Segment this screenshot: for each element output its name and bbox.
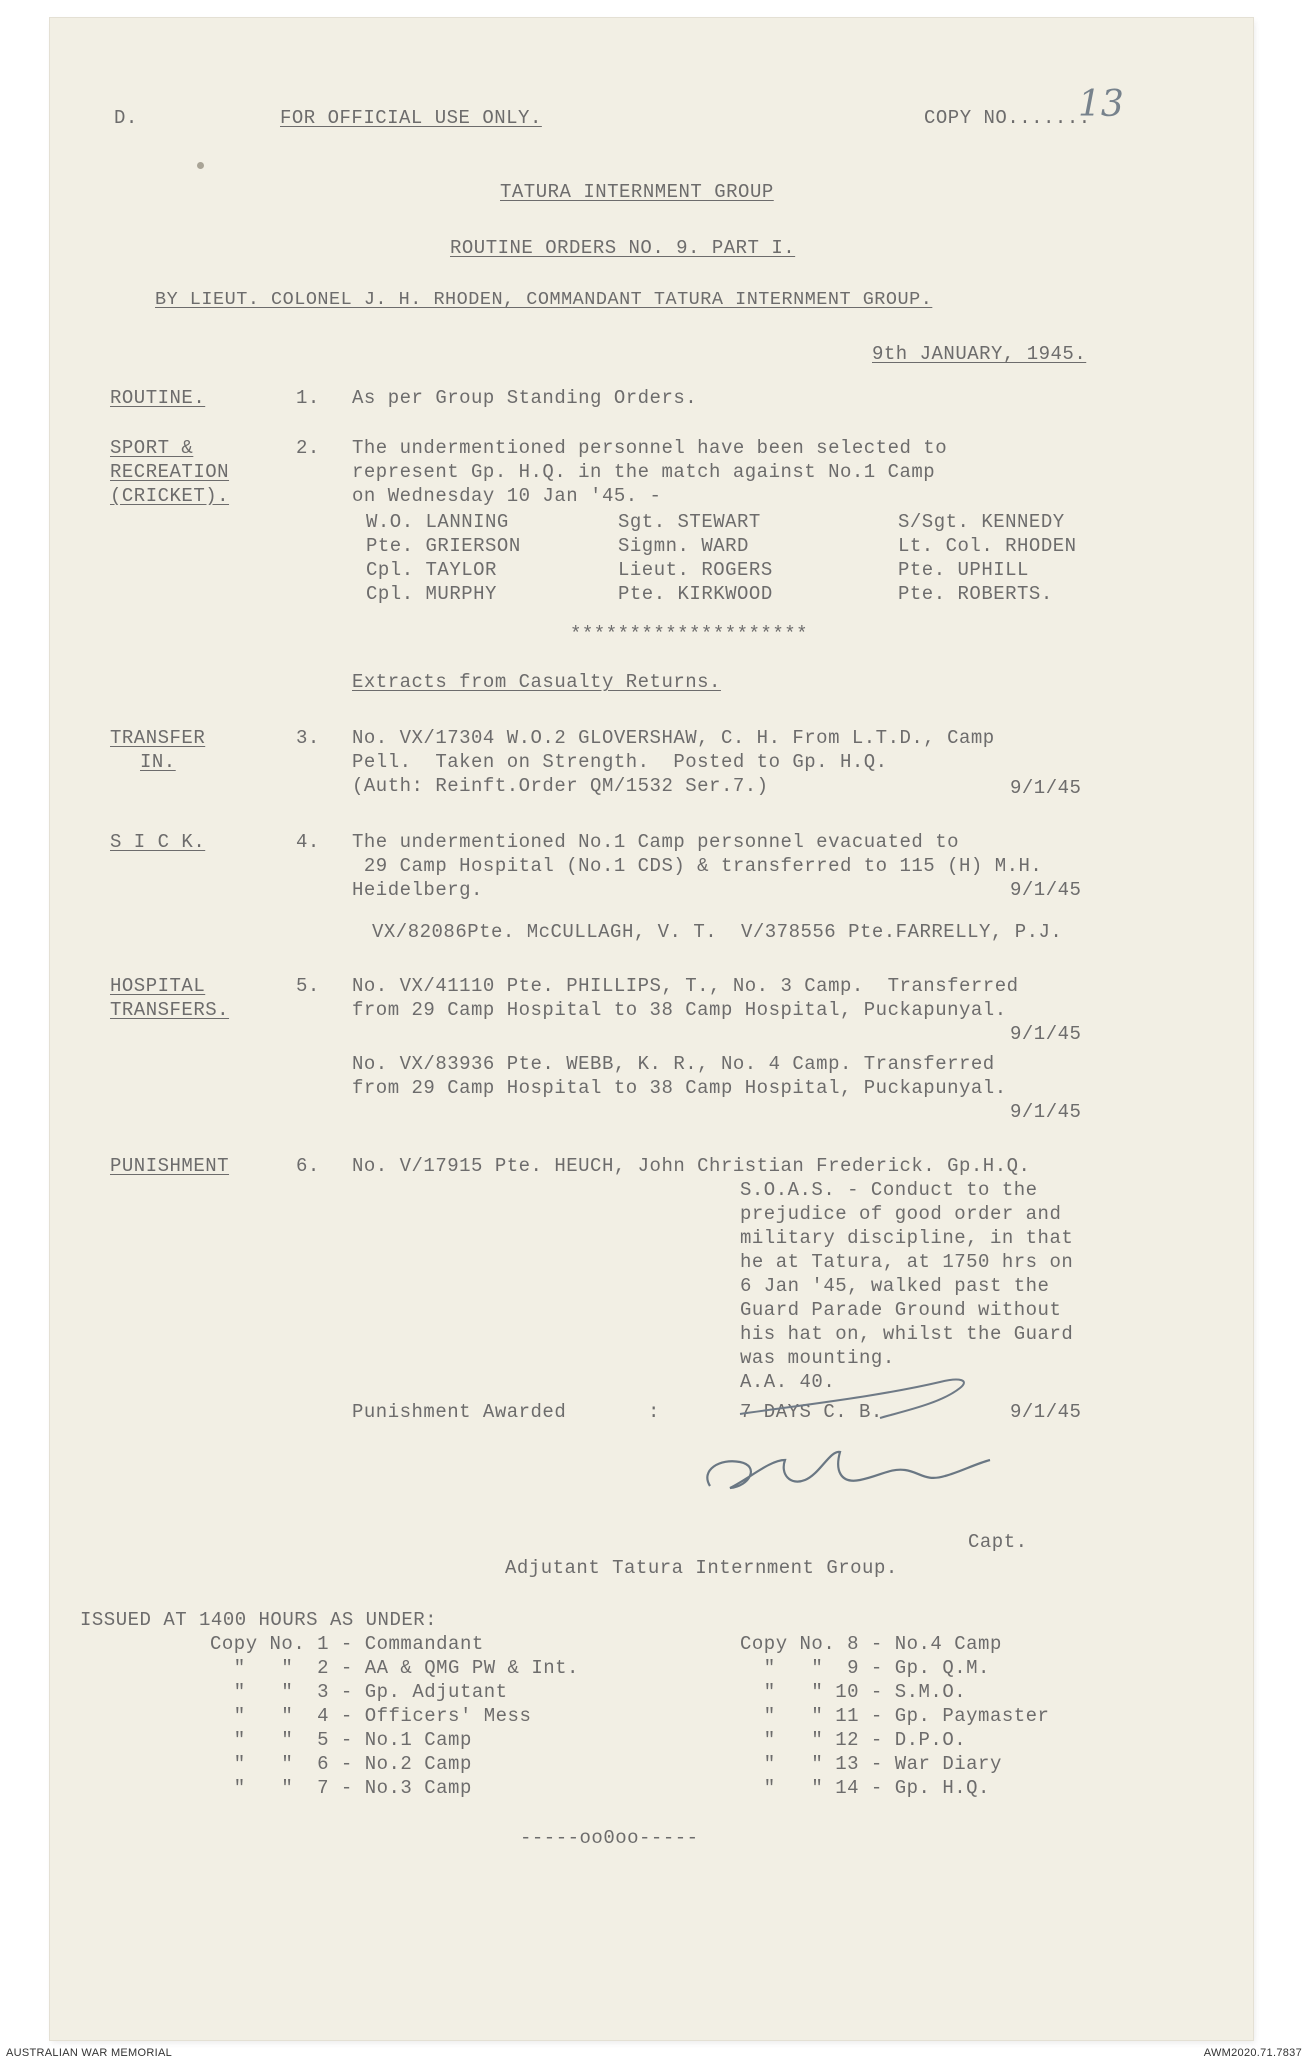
- distribution-entry: " " 6 - No.2 Camp: [210, 1753, 472, 1775]
- charge-line: he at Tatura, at 1750 hrs on: [740, 1251, 1074, 1273]
- charge-line: S.O.A.S. - Conduct to the: [740, 1179, 1038, 1201]
- team-member: Pte. GRIERSON: [366, 535, 521, 557]
- item-number-5: 5.: [296, 975, 320, 997]
- team-member: Pte. ROBERTS.: [898, 583, 1053, 605]
- award-date: 9/1/45: [1010, 1401, 1082, 1423]
- charge-line: 6 Jan '45, walked past the: [740, 1275, 1050, 1297]
- transfer-text: Pell. Taken on Strength. Posted to Gp. H.Q.: [352, 751, 888, 773]
- pen-flourish: [730, 1374, 990, 1424]
- distribution-entry: " " 5 - No.1 Camp: [210, 1729, 472, 1751]
- transfer-heading: IN.: [140, 751, 176, 773]
- sport-heading: RECREATION: [110, 461, 230, 483]
- sick-text: Heidelberg.: [352, 879, 483, 901]
- end-mark: -----oo0oo-----: [520, 1827, 699, 1849]
- routine-text: As per Group Standing Orders.: [352, 387, 698, 409]
- sport-text: on Wednesday 10 Jan '45. -: [352, 485, 662, 507]
- distribution-entry: " " 10 - S.M.O.: [740, 1681, 967, 1703]
- award-label: Punishment Awarded: [352, 1401, 567, 1423]
- item-number-3: 3.: [296, 727, 320, 749]
- team-member: W.O. LANNING: [366, 511, 509, 533]
- charge-line: prejudice of good order and: [740, 1203, 1062, 1225]
- distribution-entry: " " 12 - D.P.O.: [740, 1729, 967, 1751]
- transfer-text: No. VX/17304 W.O.2 GLOVERSHAW, C. H. From L.T.D., Camp: [352, 727, 995, 749]
- document-page: [50, 18, 1253, 2040]
- sport-text: The undermentioned personnel have been selected to: [352, 437, 948, 459]
- hospital-heading: HOSPITAL: [110, 975, 206, 997]
- classification: FOR OFFICIAL USE ONLY.: [280, 107, 542, 129]
- punishment-text: No. V/17915 Pte. HEUCH, John Christian Frederick. Gp.H.Q.: [352, 1155, 1031, 1177]
- extracts-heading: Extracts from Casualty Returns.: [352, 671, 721, 693]
- orders-title: ROUTINE ORDERS NO. 9. PART I.: [450, 237, 796, 259]
- signature-scribble: [690, 1430, 1010, 1510]
- award-colon: :: [648, 1401, 660, 1423]
- team-member: Sgt. STEWART: [618, 511, 761, 533]
- distribution-heading: ISSUED AT 1400 HOURS AS UNDER:: [80, 1609, 438, 1631]
- transfer-heading: TRANSFER: [110, 727, 206, 749]
- signatory-position: Adjutant Tatura Internment Group.: [505, 1557, 898, 1579]
- item-number-4: 4.: [296, 831, 320, 853]
- copy-number-handwritten: 13: [1078, 84, 1124, 125]
- distribution-entry: Copy No. 8 - No.4 Camp: [740, 1633, 1002, 1655]
- copy-label: COPY NO.......: [924, 107, 1091, 129]
- hospital-entry: No. VX/83936 Pte. WEBB, K. R., No. 4 Camp. Transferred: [352, 1053, 995, 1075]
- charge-line: Guard Parade Ground without: [740, 1299, 1062, 1321]
- hospital-heading: TRANSFERS.: [110, 999, 230, 1021]
- team-member: Pte. KIRKWOOD: [618, 583, 773, 605]
- item-number-2: 2.: [296, 437, 320, 459]
- distribution-entry: " " 13 - War Diary: [740, 1753, 1002, 1775]
- distribution-entry: " " 11 - Gp. Paymaster: [740, 1705, 1050, 1727]
- punishment-heading: PUNISHMENT: [110, 1155, 230, 1177]
- sport-heading: (CRICKET).: [110, 485, 230, 507]
- paper-mark: [197, 162, 204, 169]
- distribution-entry: " " 4 - Officers' Mess: [210, 1705, 532, 1727]
- authority-line: BY LIEUT. COLONEL J. H. RHODEN, COMMANDANT TATURA INTERNMENT GROUP.: [155, 289, 933, 310]
- sick-personnel: VX/82086Pte. McCULLAGH, V. T. V/378556 Pte.FARRELLY, P.J.: [372, 921, 1063, 943]
- hospital-entry: from 29 Camp Hospital to 38 Camp Hospital, Puckapunyal.: [352, 1077, 1007, 1099]
- hospital-entry: from 29 Camp Hospital to 38 Camp Hospital, Puckapunyal.: [352, 999, 1007, 1021]
- item-number-1: 1.: [296, 387, 320, 409]
- charge-line: military discipline, in that: [740, 1227, 1074, 1249]
- sport-text: represent Gp. H.Q. in the match against No.1 Camp: [352, 461, 936, 483]
- footer-institution: AUSTRALIAN WAR MEMORIAL: [6, 2047, 173, 2059]
- signatory-rank: Capt.: [968, 1531, 1028, 1553]
- section-separator: ********************: [570, 623, 809, 645]
- team-member: Lieut. ROGERS: [618, 559, 773, 581]
- sick-heading: S I C K.: [110, 831, 206, 853]
- team-member: Cpl. MURPHY: [366, 583, 497, 605]
- footer-accession: AWM2020.71.7837: [1203, 2047, 1302, 2059]
- transfer-date: 9/1/45: [1010, 777, 1082, 799]
- distribution-entry: Copy No. 1 - Commandant: [210, 1633, 484, 1655]
- distribution-entry: " " 2 - AA & QMG PW & Int.: [210, 1657, 579, 1679]
- award-value: 7 DAYS C. B.: [740, 1401, 883, 1423]
- group-title: TATURA INTERNMENT GROUP: [500, 181, 774, 203]
- team-member: Pte. UPHILL: [898, 559, 1029, 581]
- distribution-entry: " " 9 - Gp. Q.M.: [740, 1657, 990, 1679]
- team-member: Cpl. TAYLOR: [366, 559, 497, 581]
- charge-line: his hat on, whilst the Guard: [740, 1323, 1074, 1345]
- document-ref: D.: [114, 107, 138, 129]
- team-member: S/Sgt. KENNEDY: [898, 511, 1065, 533]
- distribution-entry: " " 3 - Gp. Adjutant: [210, 1681, 508, 1703]
- sick-date: 9/1/45: [1010, 879, 1082, 901]
- hospital-date: 9/1/45: [1010, 1023, 1082, 1045]
- charge-line: A.A. 40.: [740, 1371, 836, 1393]
- team-member: Sigmn. WARD: [618, 535, 749, 557]
- hospital-date: 9/1/45: [1010, 1101, 1082, 1123]
- distribution-entry: " " 14 - Gp. H.Q.: [740, 1777, 990, 1799]
- distribution-entry: " " 7 - No.3 Camp: [210, 1777, 472, 1799]
- charge-line: was mounting.: [740, 1347, 895, 1369]
- sick-text: The undermentioned No.1 Camp personnel evacuated to: [352, 831, 959, 853]
- sick-text: 29 Camp Hospital (No.1 CDS) & transferred to 115 (H) M.H.: [352, 855, 1043, 877]
- item-number-6: 6.: [296, 1155, 320, 1177]
- team-member: Lt. Col. RHODEN: [898, 535, 1077, 557]
- transfer-text: (Auth: Reinft.Order QM/1532 Ser.7.): [352, 775, 769, 797]
- sport-heading: SPORT &: [110, 437, 194, 459]
- hospital-entry: No. VX/41110 Pte. PHILLIPS, T., No. 3 Camp. Transferred: [352, 975, 1019, 997]
- order-date: 9th JANUARY, 1945.: [872, 343, 1087, 365]
- routine-heading: ROUTINE.: [110, 387, 206, 409]
